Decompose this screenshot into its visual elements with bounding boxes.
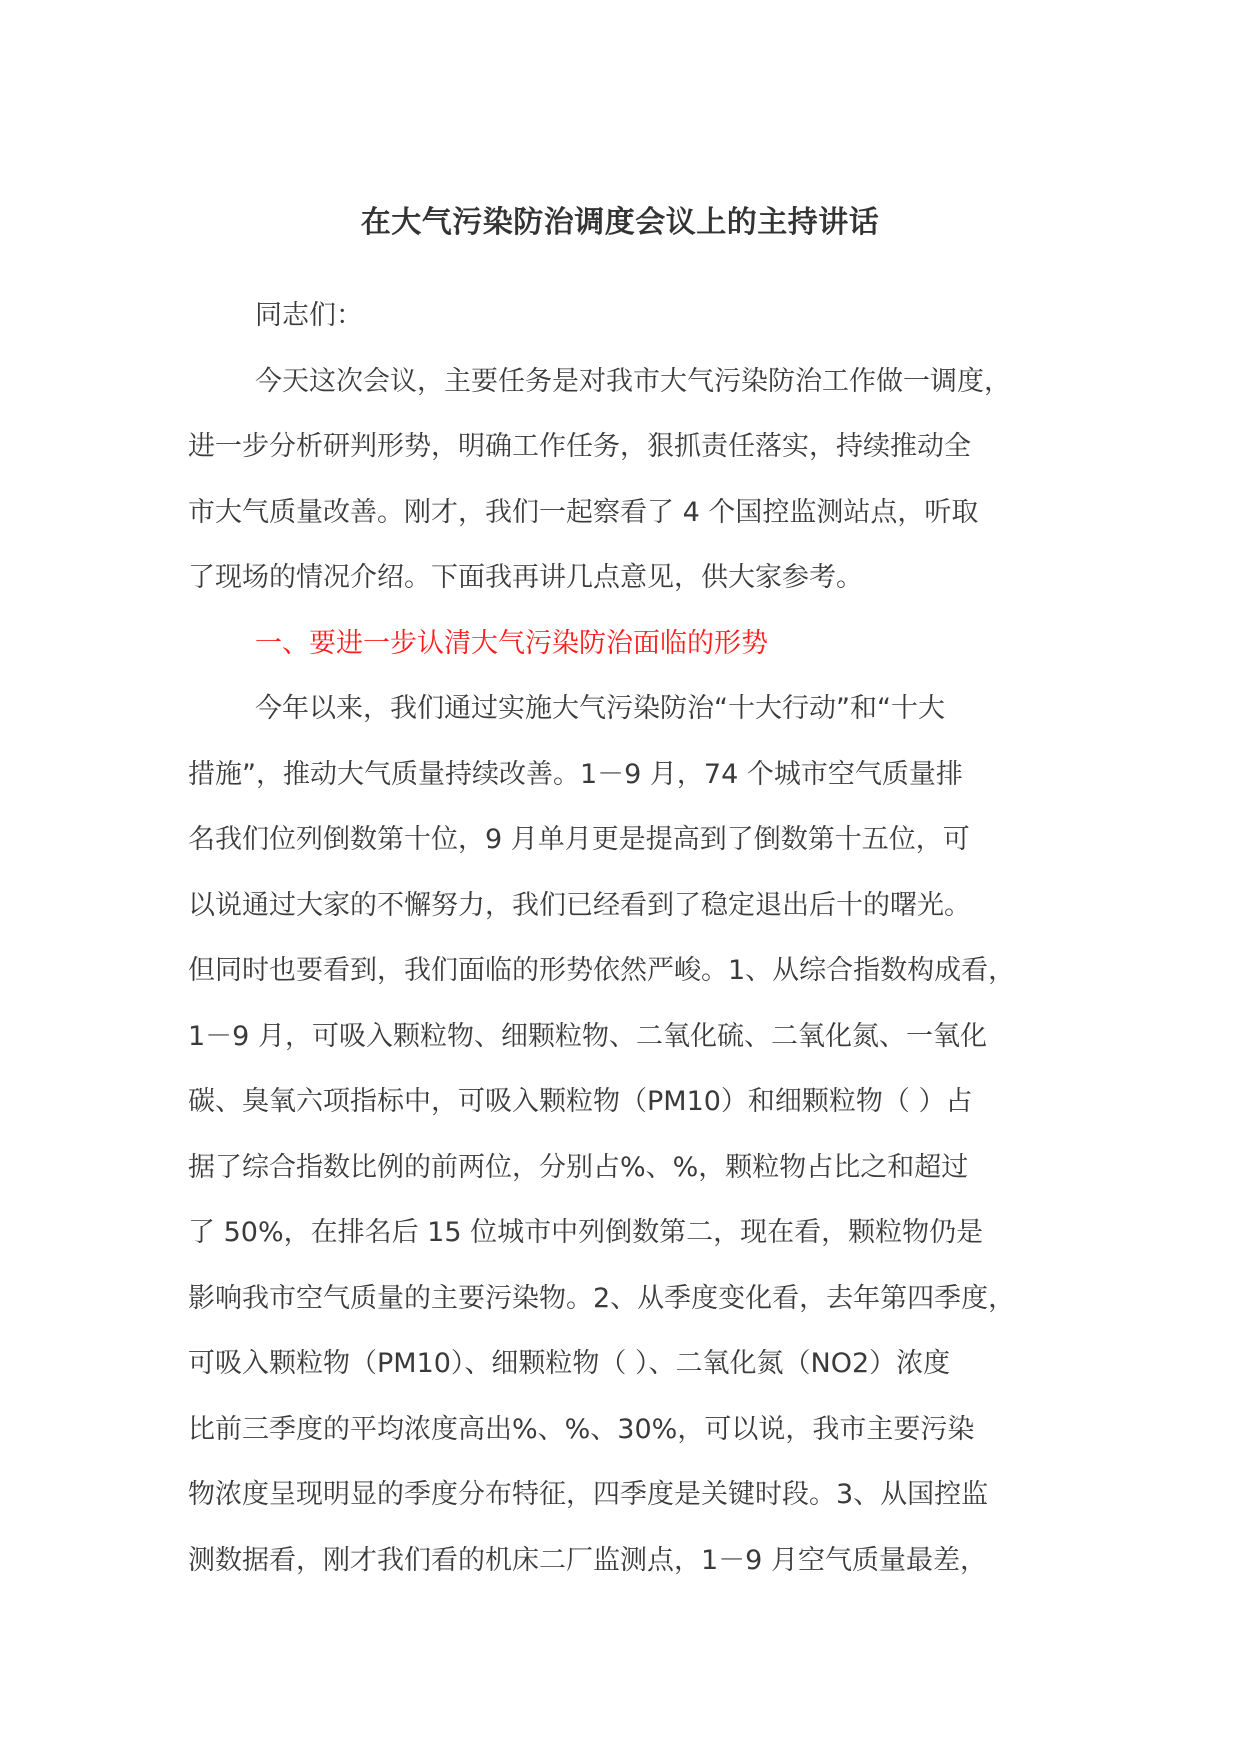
paragraph-line: 今年以来，我们通过实施大气污染防治“十大行动”和“十大 — [255, 693, 945, 724]
paragraph-line: 了现场的情况介绍。下面我再讲几点意见，供大家参考。 — [188, 562, 863, 593]
paragraph-line: 今天这次会议，主要任务是对我市大气污染防治工作做一调度， — [255, 365, 1011, 397]
paragraph-line: 名我们位列倒数第十位，9 月单月更是提高到了倒数第十五位，可 — [188, 824, 970, 855]
paragraph-line: 物浓度呈现明显的季度分布特征，四季度是关键时段。3、从国控监 — [188, 1479, 989, 1510]
paragraph-line: 1－9 月，可吸入颗粒物、细颗粒物、二氧化硫、二氧化氮、一氧化 — [188, 1020, 987, 1052]
paragraph-line: 市大气质量改善。刚才，我们一起察看了 4 个国控监测站点，听取 — [188, 496, 979, 528]
document-body — [188, 283, 1076, 1593]
paragraph-line: 措施”，推动大气质量持续改善。1－9 月，74 个城市空气质量排 — [188, 758, 963, 790]
document-title: 在大气污染防治调度会议上的主持讲话 — [360, 205, 880, 240]
paragraph-line: 据了综合指数比例的前两位，分别占%、%，颗粒物占比之和超过 — [188, 1151, 969, 1183]
paragraph-line: 以说通过大家的不懈努力，我们已经看到了稳定退出后十的曙光。 — [188, 889, 971, 921]
paragraph-line: 了 50%，在排名后 15 位城市中列倒数第二，现在看，颗粒物仍是 — [188, 1217, 984, 1248]
paragraph-line: 进一步分析研判形势，明确工作任务，狠抓责任落实，持续推动全 — [188, 431, 971, 462]
paragraph-line: 碳、臭氧六项指标中，可吸入颗粒物（PM10）和细颗粒物（ ）占 — [188, 1086, 973, 1117]
paragraph-line: 可吸入颗粒物（PM10）、细颗粒物（ ）、二氧化氮（NO2）浓度 — [188, 1348, 951, 1379]
section-heading: 一、要进一步认清大气污染防治面临的形势 — [255, 627, 768, 659]
paragraph-line: 测数据看，刚才我们看的机床二厂监测点，1－9 月空气质量最差， — [188, 1544, 987, 1576]
paragraph-line: 影响我市空气质量的主要污染物。2、从季度变化看，去年第四季度， — [188, 1282, 1016, 1314]
salutation-line: 同志们： — [255, 300, 363, 331]
paragraph-line: 但同时也要看到，我们面临的形势依然严峻。1、从综合指数构成看， — [188, 955, 1016, 986]
paragraph-line: 比前三季度的平均浓度高出%、%、30%，可以说，我市主要污染 — [188, 1413, 975, 1445]
